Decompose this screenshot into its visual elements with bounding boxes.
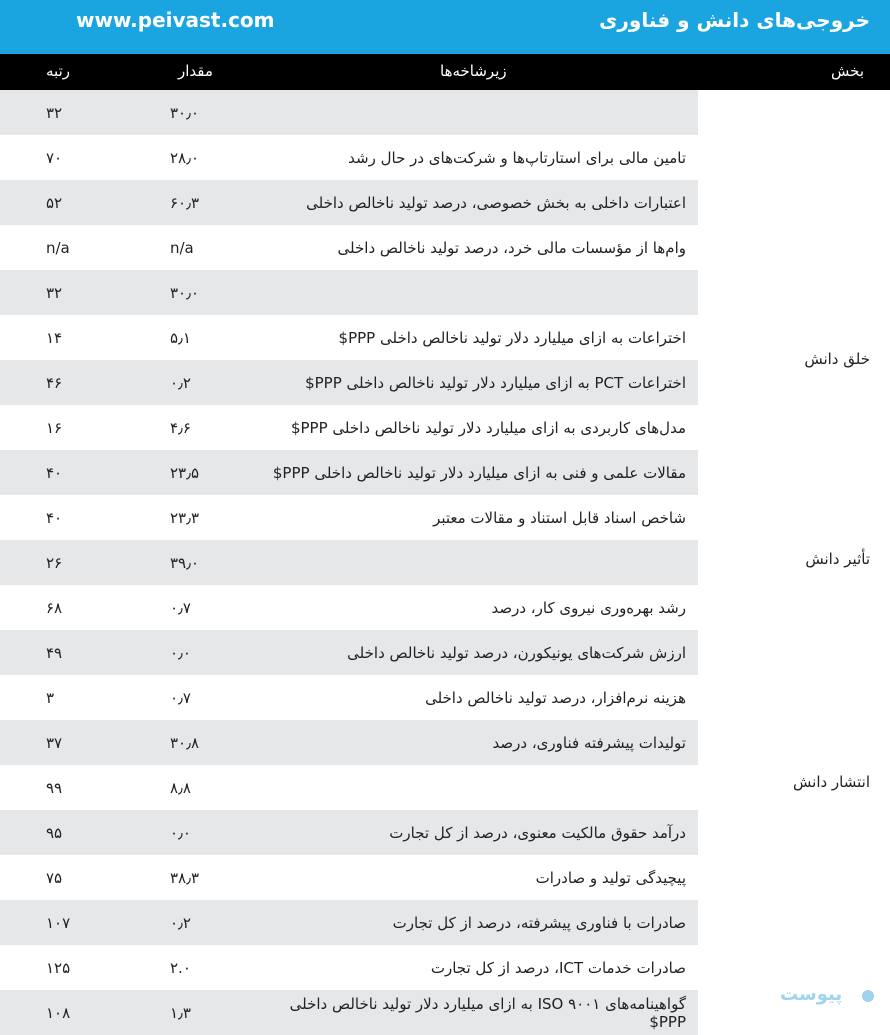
amount-cell: ۸٫۸ xyxy=(170,778,191,797)
rank-cell: ۱۰۷ xyxy=(46,913,71,932)
site-url[interactable]: www.peivast.com xyxy=(76,8,275,32)
rank-cell: ۱۴ xyxy=(46,328,63,347)
sub-cell: هزینه نرم‌افزار، درصد تولید ناخالص داخلی xyxy=(425,688,686,707)
amount-cell: ۴٫۶ xyxy=(170,418,191,437)
brand-logo xyxy=(780,982,876,1012)
table-row xyxy=(0,720,698,765)
amount-cell: ۳۸٫۳ xyxy=(170,868,200,887)
sub-cell: صادرات خدمات ICT، درصد از کل تجارت xyxy=(430,958,686,977)
table-row xyxy=(0,945,698,990)
column-header-sub: زیرشاخه‌ها xyxy=(440,62,507,80)
column-header-rank: رتبه xyxy=(46,62,70,80)
amount-cell: ۳۰٫۰ xyxy=(170,283,200,302)
rank-cell: ۳۷ xyxy=(46,733,63,752)
sub-cell: رشد بهره‌وری نیروی کار، درصد xyxy=(491,598,686,617)
rank-cell: ۴۶ xyxy=(46,373,63,392)
sub-cell: درآمد حقوق مالکیت معنوی، درصد از کل تجارت xyxy=(389,823,686,842)
sub-cell: مدل‌های کاربردی به ازای میلیارد دلار تولید ناخالص داخلی PPP$ xyxy=(290,418,686,437)
table-row xyxy=(0,585,698,630)
section-label-knowledge-impact: تأثیر دانش xyxy=(805,550,870,568)
table-row xyxy=(0,855,698,900)
rank-cell: ۳ xyxy=(46,688,55,707)
section-label-knowledge-creation: خلق دانش xyxy=(804,350,870,368)
rank-cell: ۷۵ xyxy=(46,868,63,887)
top-banner xyxy=(0,0,890,54)
amount-cell: ۲۳٫۳ xyxy=(170,508,200,527)
table-row xyxy=(0,315,698,360)
section-label-knowledge-diffusion: انتشار دانش xyxy=(793,773,870,791)
amount-cell: ۰٫۰ xyxy=(170,643,191,662)
sub-cell: اعتبارات داخلی به بخش خصوصی، درصد تولید ناخالص داخلی xyxy=(306,193,686,212)
sub-cell: تولیدات پیشرفته فناوری، درصد xyxy=(492,733,686,752)
rank-cell: n/a xyxy=(46,238,70,257)
amount-cell: ۳۹٫۰ xyxy=(170,553,200,572)
amount-cell: ۲۳٫۵ xyxy=(170,463,200,482)
table-row xyxy=(0,270,698,315)
table-row xyxy=(0,540,698,585)
table-row xyxy=(0,90,698,135)
table-row xyxy=(0,810,698,855)
table-row xyxy=(0,990,698,1035)
table-row xyxy=(0,630,698,675)
rank-cell: ۱۶ xyxy=(46,418,63,437)
sub-cell: تامین مالی برای استارتاپ‌ها و شرکت‌های در حال رشد xyxy=(348,148,686,167)
amount-cell: ۱٫۳ xyxy=(170,1003,191,1022)
rank-cell: ۹۵ xyxy=(46,823,63,842)
amount-cell: ۲.۰ xyxy=(170,958,191,977)
amount-cell: ۰٫۲ xyxy=(170,913,191,932)
table-row xyxy=(0,360,698,405)
table-row xyxy=(0,405,698,450)
sub-cell: وام‌ها از مؤسسات مالی خرد، درصد تولید ناخالص داخلی xyxy=(337,238,686,257)
sub-cell: گواهینامه‌های ISO ۹۰۰۱ به ازای میلیارد دلار تولید ناخالص داخلی PPP$ xyxy=(289,994,686,1031)
rank-cell: ۴۰ xyxy=(46,508,63,527)
table-row xyxy=(0,225,698,270)
table-row xyxy=(0,900,698,945)
amount-cell: n/a xyxy=(170,238,194,257)
logo-dot-icon xyxy=(862,990,874,1002)
table-row xyxy=(0,495,698,540)
table-row xyxy=(0,450,698,495)
rank-cell: ۳۲ xyxy=(46,103,63,122)
amount-cell: ۰٫۷ xyxy=(170,688,191,707)
brand-logo-text: پیوست xyxy=(780,984,843,1005)
amount-cell: ۳۰٫۸ xyxy=(170,733,200,752)
sub-cell: پیچیدگی تولید و صادرات xyxy=(535,868,686,887)
table-row xyxy=(0,765,698,810)
sub-cell: شاخص اسناد قابل استناد و مقالات معتبر xyxy=(433,508,686,527)
amount-cell: ۰٫۷ xyxy=(170,598,191,617)
table-row xyxy=(0,675,698,720)
sub-cell: اختراعات PCT به ازای میلیارد دلار تولید ناخالص داخلی PPP$ xyxy=(305,373,686,392)
rank-cell: ۱۲۵ xyxy=(46,958,71,977)
amount-cell: ۰٫۲ xyxy=(170,373,191,392)
amount-cell: ۲۸٫۰ xyxy=(170,148,200,167)
amount-cell: ۶۰٫۳ xyxy=(170,193,200,212)
column-header-amount: مقدار xyxy=(178,62,213,80)
amount-cell: ۳۰٫۰ xyxy=(170,103,200,122)
rank-cell: ۲۶ xyxy=(46,553,63,572)
rank-cell: ۷۰ xyxy=(46,148,63,167)
sub-cell: مقالات علمی و فنی به ازای میلیارد دلار تولید ناخالص داخلی PPP$ xyxy=(272,463,686,482)
rank-cell: ۴۹ xyxy=(46,643,63,662)
column-header-section: بخش xyxy=(831,62,864,80)
sub-cell: ارزش شرکت‌های یونیکورن، درصد تولید ناخالص داخلی xyxy=(347,643,686,662)
rank-cell: ۶۸ xyxy=(46,598,63,617)
rank-cell: ۴۰ xyxy=(46,463,63,482)
rank-cell: ۳۲ xyxy=(46,283,63,302)
table-header xyxy=(0,54,890,90)
table-row xyxy=(0,135,698,180)
table-row xyxy=(0,180,698,225)
amount-cell: ۰٫۰ xyxy=(170,823,191,842)
page-title: خروجی‌های دانش و فناوری xyxy=(599,8,870,32)
rank-cell: ۹۹ xyxy=(46,778,63,797)
sub-cell: صادرات با فناوری پیشرفته، درصد از کل تجارت xyxy=(392,913,686,932)
amount-cell: ۵٫۱ xyxy=(170,328,191,347)
rank-cell: ۵۲ xyxy=(46,193,63,212)
rank-cell: ۱۰۸ xyxy=(46,1003,71,1022)
sub-cell: اختراعات به ازای میلیارد دلار تولید ناخالص داخلی PPP$ xyxy=(338,328,686,347)
